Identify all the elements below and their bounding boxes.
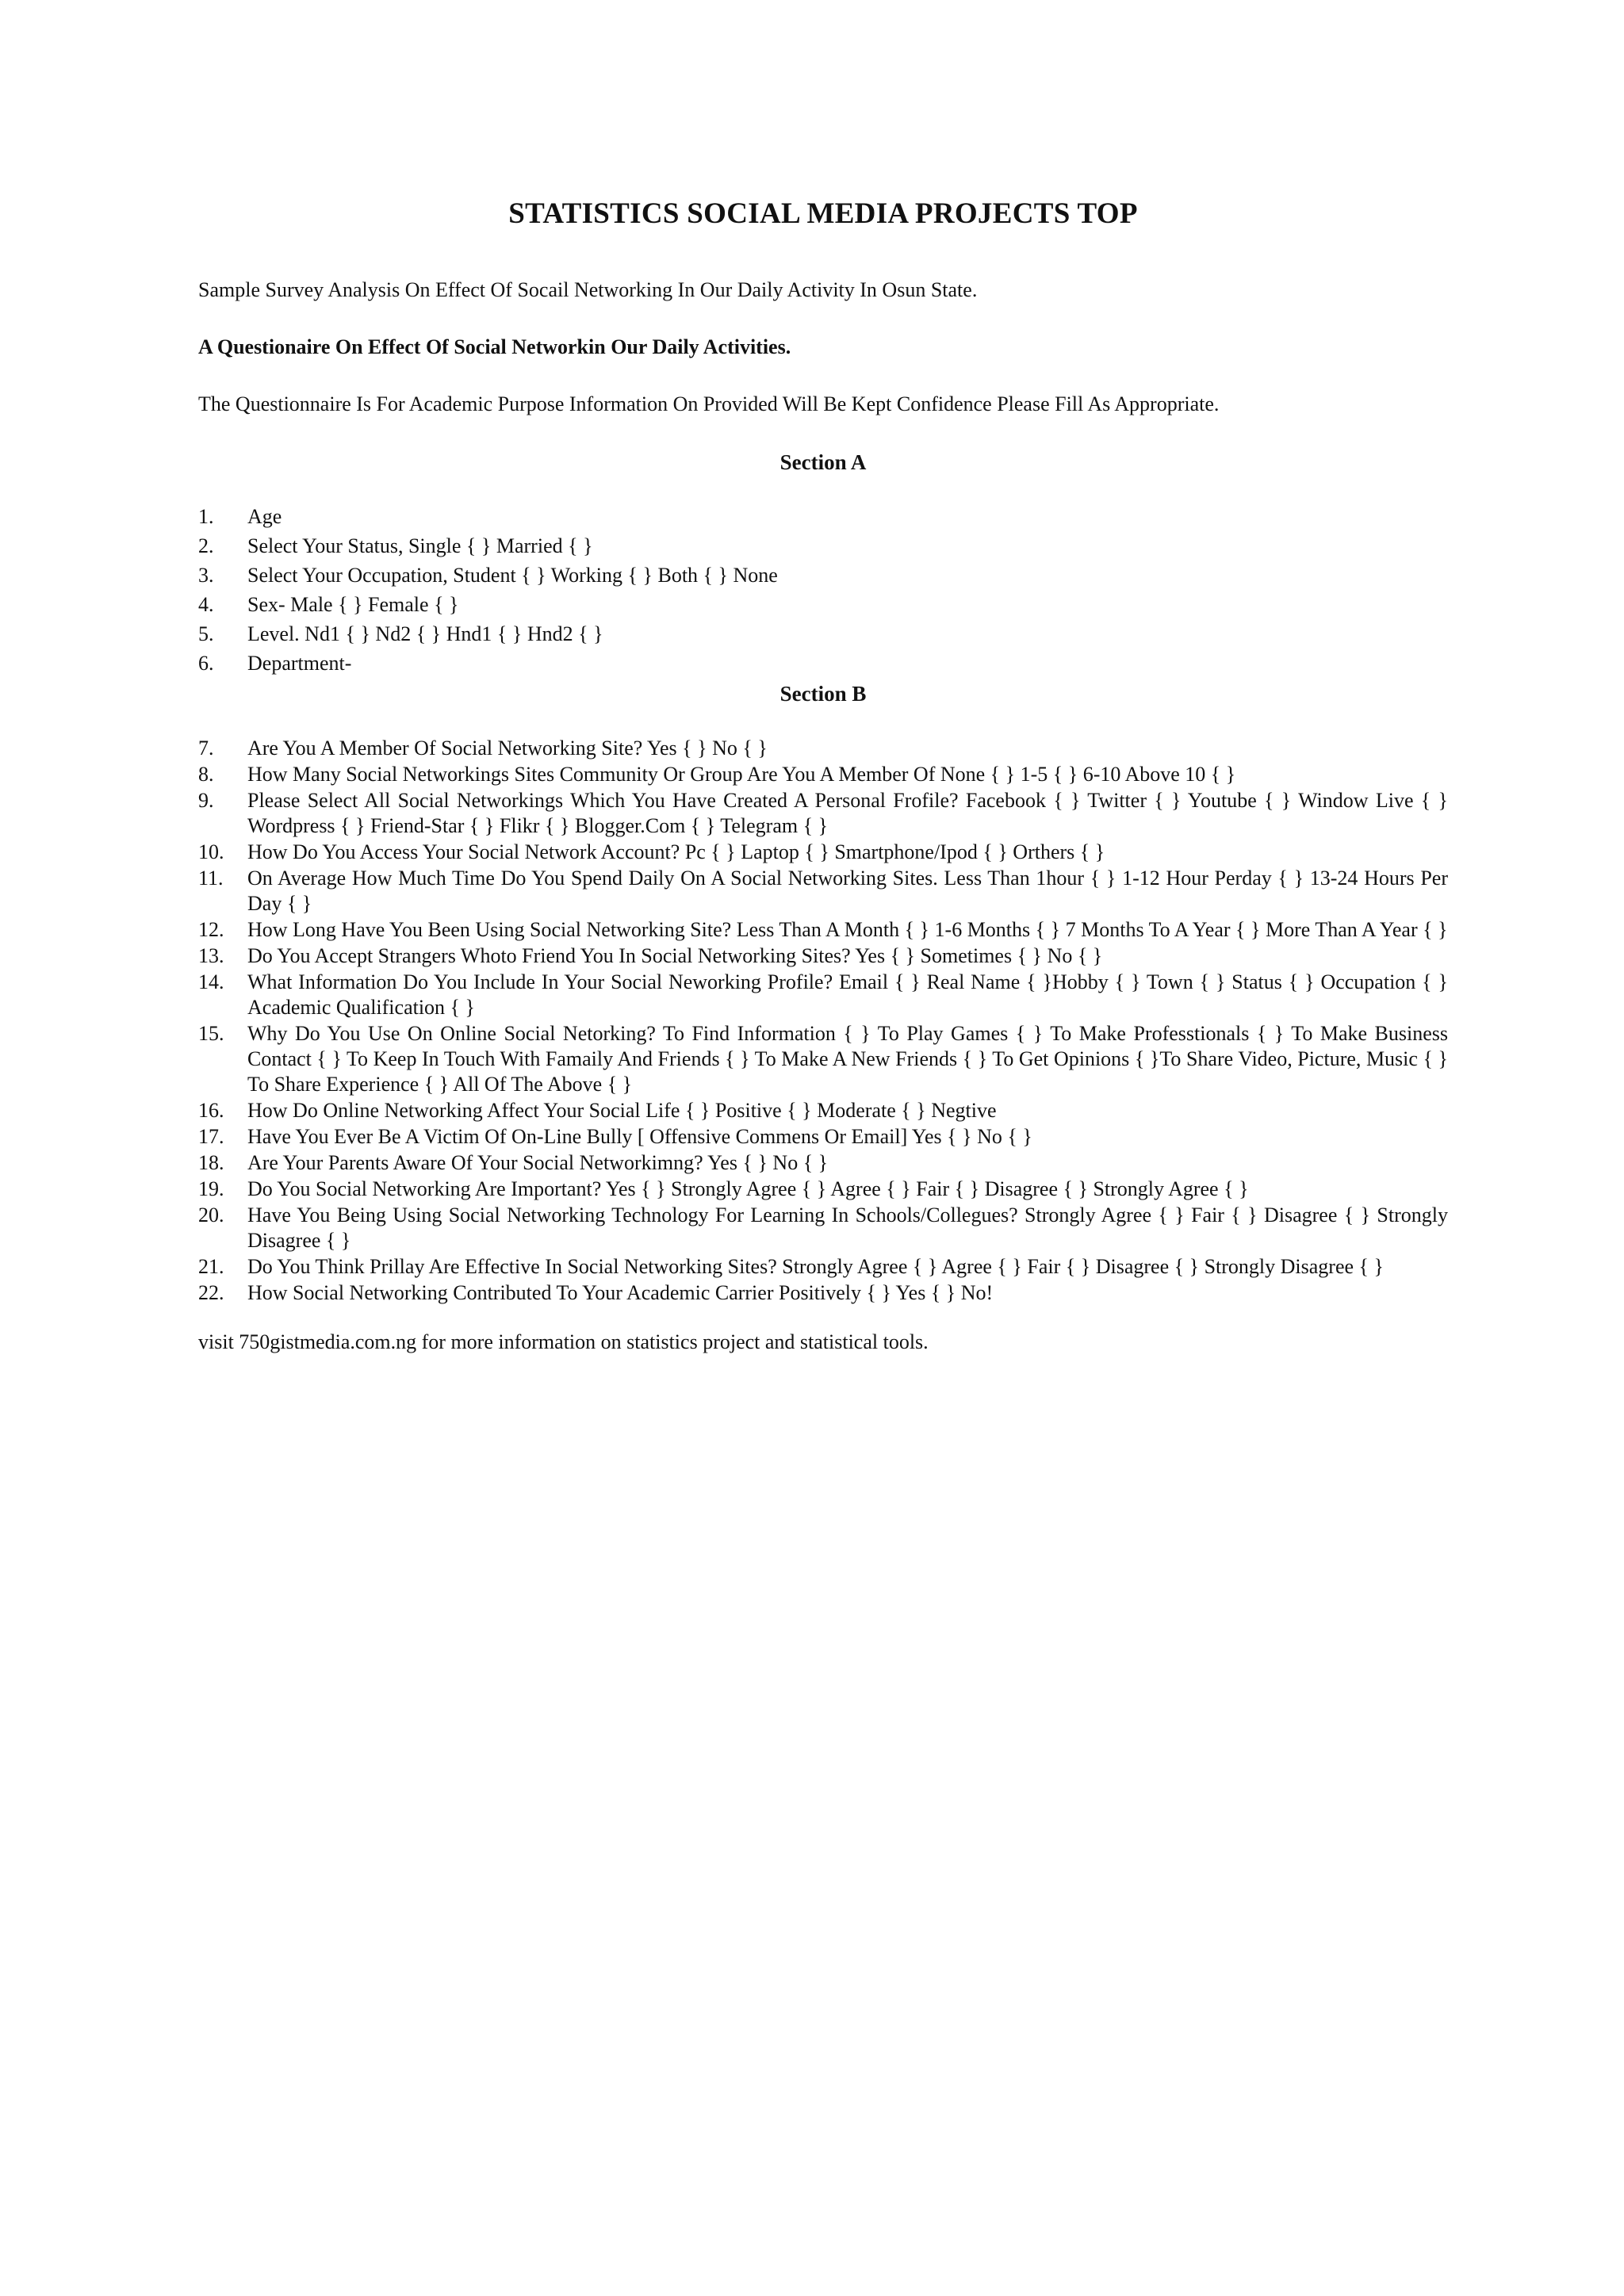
question-text: Department- — [247, 652, 352, 675]
question-text: Please Select All Social Networkings Which You Have Created A Personal Frofile? Facebook { } Twitter { } Youtube { } Window Live { } Wordpress { } Friend-Star { } Flikr { } Blogger.Com { } Telegram { } — [247, 789, 1448, 837]
question-number: 10. — [198, 840, 224, 863]
question-text: How Long Have You Been Using Social Networking Site? Less Than A Month { } 1-6 Months { } 7 Months To A Year { } More Than A Year { } — [247, 918, 1448, 941]
question-item — [198, 592, 1448, 618]
question-item — [198, 943, 1448, 969]
question-text: Select Your Status, Single { } Married { } — [247, 534, 593, 557]
question-text: Have You Being Using Social Networking Technology For Learning In Schools/Collegues? Strongly Agree { } Fair { } Disagree { } Strongly Disagree { } — [247, 1203, 1448, 1252]
questionnaire-heading: A Questionaire On Effect Of Social Networkin Our Daily Activities. — [198, 335, 791, 358]
question-number: 2. — [198, 534, 214, 557]
question-number: 18. — [198, 1151, 224, 1174]
question-number: 20. — [198, 1203, 224, 1226]
question-number: 12. — [198, 918, 224, 941]
question-item — [198, 1150, 1448, 1176]
question-text: How Do You Access Your Social Network Account? Pc { } Laptop { } Smartphone/Ipod { } Orthers { } — [247, 840, 1105, 863]
question-text: Level. Nd1 { } Nd2 { } Hnd1 { } Hnd2 { } — [247, 622, 603, 645]
questionnaire-note: The Questionnaire Is For Academic Purpose Information On Provided Will Be Kept Confidence Please Fill As Appropriate. — [198, 392, 1220, 415]
question-text: Why Do You Use On Online Social Netorking? To Find Information { } To Play Games { } To Make Professtionals { } To Make Business Contact { } To Keep In Touch With Famaily And Friends { } To Make A New Friends { } To Get Opinions { }To Share Video, Picture, Music { } To Share Experience { } All Of The Above { } — [247, 1022, 1448, 1096]
question-number: 5. — [198, 622, 214, 645]
question-item — [198, 504, 1448, 530]
question-number: 15. — [198, 1022, 224, 1045]
question-text: How Do Online Networking Affect Your Social Life { } Positive { } Moderate { } Negtive — [247, 1099, 997, 1122]
question-number: 7. — [198, 737, 214, 760]
question-item — [198, 840, 1448, 865]
question-text: Are Your Parents Aware Of Your Social Networkimng? Yes { } No { } — [247, 1151, 829, 1174]
question-item — [198, 651, 1448, 676]
section-a-list — [198, 504, 1448, 676]
question-item — [198, 1098, 1448, 1123]
intro-text: Sample Survey Analysis On Effect Of Socail Networking In Our Daily Activity In Osun State. — [198, 278, 978, 301]
question-text: Age — [247, 505, 282, 528]
question-number: 14. — [198, 970, 224, 993]
question-item — [198, 1124, 1448, 1150]
section-b-list — [198, 736, 1448, 1306]
question-item — [198, 1021, 1448, 1097]
question-number: 6. — [198, 652, 214, 675]
question-number: 19. — [198, 1177, 224, 1200]
question-text: Do You Accept Strangers Whoto Friend You In Social Networking Sites? Yes { } Sometimes { } No { } — [247, 944, 1103, 967]
question-number: 16. — [198, 1099, 224, 1122]
question-text: What Information Do You Include In Your Social Neworking Profile? Email { } Real Name { }Hobby { } Town { } Status { } Occupation { } Academic Qualification { } — [247, 970, 1448, 1019]
question-number: 11. — [198, 867, 224, 890]
question-item — [198, 1280, 1448, 1306]
question-text: Are You A Member Of Social Networking Site? Yes { } No { } — [247, 737, 768, 760]
question-text: Do You Social Networking Are Important? Yes { } Strongly Agree { } Agree { } Fair { } Disagree { } Strongly Agree { } — [247, 1177, 1249, 1200]
question-item — [198, 970, 1448, 1020]
question-item — [198, 866, 1448, 916]
question-item — [198, 534, 1448, 559]
question-number: 17. — [198, 1125, 224, 1148]
question-text: Select Your Occupation, Student { } Working { } Both { } None — [247, 564, 778, 587]
question-text: On Average How Much Time Do You Spend Daily On A Social Networking Sites. Less Than 1hour { } 1-12 Hour Perday { } 13-24 Hours Per Day { } — [247, 867, 1448, 915]
question-text: How Many Social Networkings Sites Community Or Group Are You A Member Of None { } 1-5 { } 6-10 Above 10 { } — [247, 763, 1236, 786]
question-item — [198, 917, 1448, 943]
question-number: 4. — [198, 593, 214, 616]
question-number: 8. — [198, 763, 214, 786]
question-item — [198, 762, 1448, 787]
question-item — [198, 736, 1448, 761]
document-page — [198, 0, 1448, 1355]
section-b-heading: Section B — [779, 682, 867, 706]
question-item — [198, 1203, 1448, 1253]
question-item — [198, 563, 1448, 588]
question-number: 22. — [198, 1281, 224, 1304]
question-text: Have You Ever Be A Victim Of On-Line Bully [ Offensive Commens Or Email] Yes { } No { } — [247, 1125, 1032, 1148]
footer-note: visit 750gistmedia.com.ng for more information on statistics project and statistical tools. — [198, 1330, 929, 1353]
document-title: STATISTICS SOCIAL MEDIA PROJECTS TOP — [508, 197, 1138, 230]
question-number: 9. — [198, 789, 214, 812]
question-item — [198, 1254, 1448, 1280]
section-a-heading: Section A — [779, 450, 867, 474]
question-number: 3. — [198, 564, 214, 587]
question-number: 1. — [198, 505, 214, 528]
question-item — [198, 622, 1448, 647]
question-item — [198, 1177, 1448, 1202]
question-item — [198, 788, 1448, 839]
question-text: How Social Networking Contributed To Your Academic Carrier Positively { } Yes { } No! — [247, 1281, 994, 1304]
question-number: 21. — [198, 1255, 224, 1278]
question-text: Sex- Male { } Female { } — [247, 593, 459, 616]
question-number: 13. — [198, 944, 224, 967]
question-text: Do You Think Prillay Are Effective In Social Networking Sites? Strongly Agree { } Agree { } Fair { } Disagree { } Strongly Disagree { } — [247, 1255, 1384, 1278]
